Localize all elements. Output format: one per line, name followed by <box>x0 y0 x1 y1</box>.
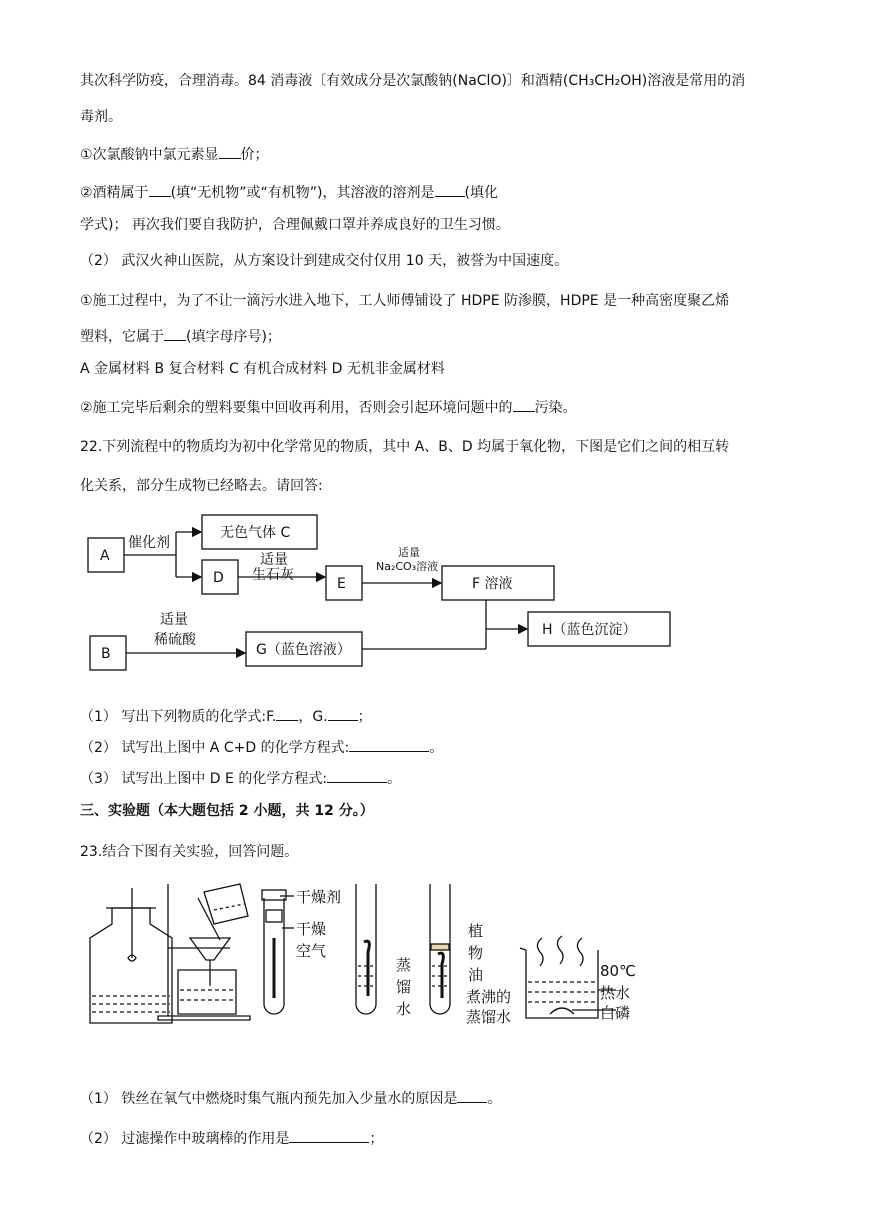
q-text: 。 <box>487 1091 502 1107</box>
answer-blank[interactable] <box>435 182 465 197</box>
q-text: （1） 铁丝在氧气中燃烧时集气瓶内预先加入少量水的原因是 <box>80 1091 458 1107</box>
q23-line-1: 23.结合下图有关实验，回答问题。 <box>80 844 299 860</box>
label-de-bot: 生石灰 <box>252 567 294 583</box>
label-oil3: 油 <box>468 966 484 984</box>
label-oil2: 物 <box>468 944 484 962</box>
q-text: 。 <box>429 740 444 756</box>
part-2a-line-1: ①施工过程中，为了不让一滴污水进入地下，工人师傅铺设了 HDPE 防渗膜，HDPE 是一种高密度聚乙烯 <box>80 293 730 309</box>
q22-line-1: 22.下列流程中的物质均为初中化学常见的物质，其中 A、B、D 均属于氧化物，下图是它们之间的相互转 <box>80 439 730 455</box>
answer-blank[interactable] <box>328 706 358 721</box>
label-dw2: 馏 <box>396 978 412 996</box>
label-h: H（蓝色沉淀） <box>542 622 637 638</box>
label-oil1: 植 <box>468 922 484 940</box>
answer-blank[interactable] <box>513 397 535 412</box>
gas-jar-icon <box>90 888 172 1023</box>
q-text: （1） 写出下列物质的化学式:F. <box>80 709 277 725</box>
part-2a-line-2 <box>80 326 281 346</box>
experiment-figure <box>80 878 640 1028</box>
flow-diagram <box>80 510 680 675</box>
label-temp: 80℃ <box>600 962 636 980</box>
label-ef-top: 适量 <box>398 546 420 559</box>
label-e: E <box>337 576 346 592</box>
q22-sub-2 <box>80 737 443 757</box>
label-hotwater: 热水 <box>600 984 631 1002</box>
q-text: （2） 试写出上图中 A C+D 的化学方程式: <box>80 740 350 756</box>
label-bg-bot: 稀硫酸 <box>154 632 196 648</box>
intro-line-1: 其次科学防疫，合理消毒。84 消毒液〔有效成分是次氯酸钠(NaClO)〕和酒精(CH₃CH₂OH)溶液是常用的消 <box>80 73 746 89</box>
answer-blank[interactable] <box>349 737 429 752</box>
q-text: ①次氯酸钠中氯元素显 <box>80 147 219 163</box>
part-2-heading: （2） 武汉火神山医院，从方案设计到建成交付仅用 10 天，被誉为中国速度。 <box>80 253 569 269</box>
q-text: 价； <box>240 147 269 163</box>
answer-blank[interactable] <box>149 182 171 197</box>
answer-blank[interactable] <box>164 326 186 341</box>
label-ef-bot: Na₂CO₃溶液 <box>376 560 439 573</box>
label-b: B <box>101 646 111 662</box>
answer-blank[interactable] <box>327 768 387 783</box>
label-dry2: 空气 <box>296 942 327 960</box>
q-text: 。 <box>387 771 402 787</box>
test-tube-dry-air-icon <box>262 890 294 1014</box>
q-text: (填字母序号)； <box>186 329 281 345</box>
answer-blank[interactable] <box>457 1088 487 1103</box>
q22-sub-3 <box>80 768 401 788</box>
section-3-heading: 三、实验题（本大题包括 2 小题，共 12 分。） <box>80 803 374 819</box>
q-text: 污染。 <box>534 400 577 416</box>
label-f: F 溶液 <box>472 576 513 592</box>
label-bg-top: 适量 <box>160 612 188 628</box>
label-dry1: 干燥 <box>296 920 327 938</box>
test-tube-oil-icon <box>430 884 450 1014</box>
q-text: ②酒精属于 <box>80 185 149 201</box>
test-tube-water-icon <box>356 884 376 1014</box>
label-boiled1: 煮沸的 <box>466 988 512 1006</box>
label-c: 无色气体 C <box>220 525 291 541</box>
label-catalyst: 催化剂 <box>128 535 170 551</box>
options-line: A 金属材料 B 复合材料 C 有机合成材料 D 无机非金属材料 <box>80 361 445 377</box>
q23-sub-1 <box>80 1088 501 1108</box>
label-desiccant: 干燥剂 <box>296 888 342 906</box>
q-text: ②施工完毕后剩余的塑料要集中回收再利用，否则会引起环境问题中的 <box>80 400 513 416</box>
intro-line-q2b: 学式)； 再次我们要自我防护，合理佩戴口罩并养成良好的卫生习惯。 <box>80 217 510 233</box>
part-2b-line <box>80 397 577 417</box>
q-text: （2） 过滤操作中玻璃棒的作用是 <box>80 1131 290 1147</box>
label-a: A <box>100 548 110 564</box>
question-alcohol <box>80 182 498 202</box>
answer-blank[interactable] <box>219 144 241 159</box>
answer-blank[interactable] <box>289 1128 369 1143</box>
label-g: G（蓝色溶液） <box>256 642 351 658</box>
intro-line-2: 毒剂。 <box>80 109 122 125</box>
q-text: （3） 试写出上图中 D E 的化学方程式: <box>80 771 328 787</box>
q23-sub-2 <box>80 1128 383 1148</box>
q22-line-2: 化关系，部分生成物已经略去。请回答: <box>80 478 323 494</box>
answer-blank[interactable] <box>276 706 298 721</box>
q-text: (填化 <box>464 185 498 201</box>
q22-sub-1 <box>80 706 372 726</box>
label-dw3: 水 <box>396 1000 412 1018</box>
question-chlorine-valence <box>80 144 269 164</box>
q-text: ； <box>369 1131 384 1147</box>
q-text: (填“无机物”或“有机物”)，其溶液的溶剂是 <box>170 185 435 201</box>
label-boiled2: 蒸馏水 <box>466 1008 512 1026</box>
label-d: D <box>213 570 224 586</box>
q-text: ，G. <box>298 709 328 725</box>
label-de-top: 适量 <box>260 552 288 568</box>
q-text: ； <box>357 709 372 725</box>
label-dw1: 蒸 <box>396 956 412 974</box>
label-whitep: 白磷 <box>600 1004 631 1022</box>
q-text: 塑料，它属于 <box>80 329 164 345</box>
